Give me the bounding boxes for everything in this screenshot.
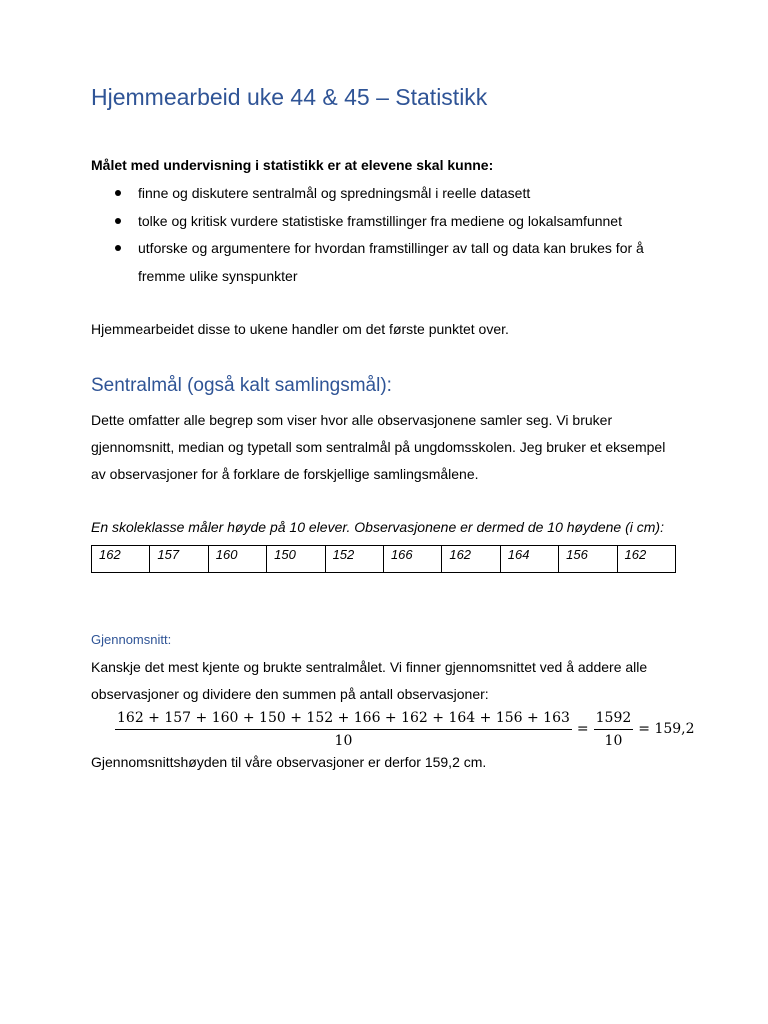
section-heading-mean: Gjennomsnitt:	[91, 632, 172, 647]
mean-formula	[115, 708, 700, 750]
sum-fraction	[115, 709, 572, 750]
equals-sign: =	[576, 721, 589, 737]
total-denominator: 10	[604, 732, 623, 749]
observation-cell: 162	[92, 546, 150, 573]
observation-cell: 157	[150, 546, 208, 573]
observation-cell: 166	[383, 546, 441, 573]
example-description: En skoleklasse måler høyde på 10 elever. Observasjonene er dermed de 10 høydene (i cm):	[91, 519, 664, 535]
sum-numerator: 162 + 157 + 160 + 150 + 152 + 166 + 162 + 164 + 156 + 163	[115, 709, 572, 730]
table-row	[92, 546, 676, 573]
intro-paragraph: Hjemmearbeidet disse to ukene handler om det første punktet over.	[91, 321, 509, 337]
sum-denominator: 10	[334, 732, 353, 749]
observation-cell: 156	[559, 546, 617, 573]
observation-cell: 160	[208, 546, 266, 573]
section-heading-central-measures: Sentralmål (også kalt samlingsmål):	[91, 375, 392, 396]
observation-cell: 150	[267, 546, 325, 573]
observation-cell: 162	[442, 546, 500, 573]
total-fraction	[594, 709, 634, 750]
goals-list-item: finne og diskutere sentralmål og spredningsmål i reelle datasett	[91, 180, 681, 208]
total-numerator: 1592	[594, 709, 634, 730]
observations-table	[91, 545, 676, 573]
goals-list-item: tolke og kritisk vurdere statistiske framstillinger fra mediene og lokalsamfunnet	[91, 208, 681, 236]
observation-cell: 164	[500, 546, 558, 573]
goals-list-item: utforske og argumentere for hvordan framstillinger av tall og data kan brukes for å fremme ulike synspunkter	[91, 235, 681, 290]
goals-list	[91, 180, 681, 290]
mean-conclusion: Gjennomsnittshøyden til våre observasjoner er derfor 159,2 cm.	[91, 754, 487, 770]
page-title: Hjemmearbeid uke 44 & 45 – Statistikk	[91, 84, 488, 110]
observation-cell: 152	[325, 546, 383, 573]
formula-result: = 159,2	[638, 721, 695, 737]
observation-cell: 162	[617, 546, 675, 573]
goals-lead: Målet med undervisning i statistikk er at elevene skal kunne:	[91, 157, 494, 173]
mean-paragraph: Kanskje det mest kjente og brukte sentralmålet. Vi finner gjennomsnittet ved å addere alle observasjoner og dividere den summen på antall observasjoner:	[91, 659, 648, 702]
central-measures-paragraph: Dette omfatter alle begrep som viser hvor alle observasjonene samler seg. Vi bruker gjennomsnitt, median og typetall som sentralmål på ungdomsskolen. Jeg bruker et eksempel av observasjoner for å forklare de forskjellige samlingsmålene.	[91, 412, 666, 482]
